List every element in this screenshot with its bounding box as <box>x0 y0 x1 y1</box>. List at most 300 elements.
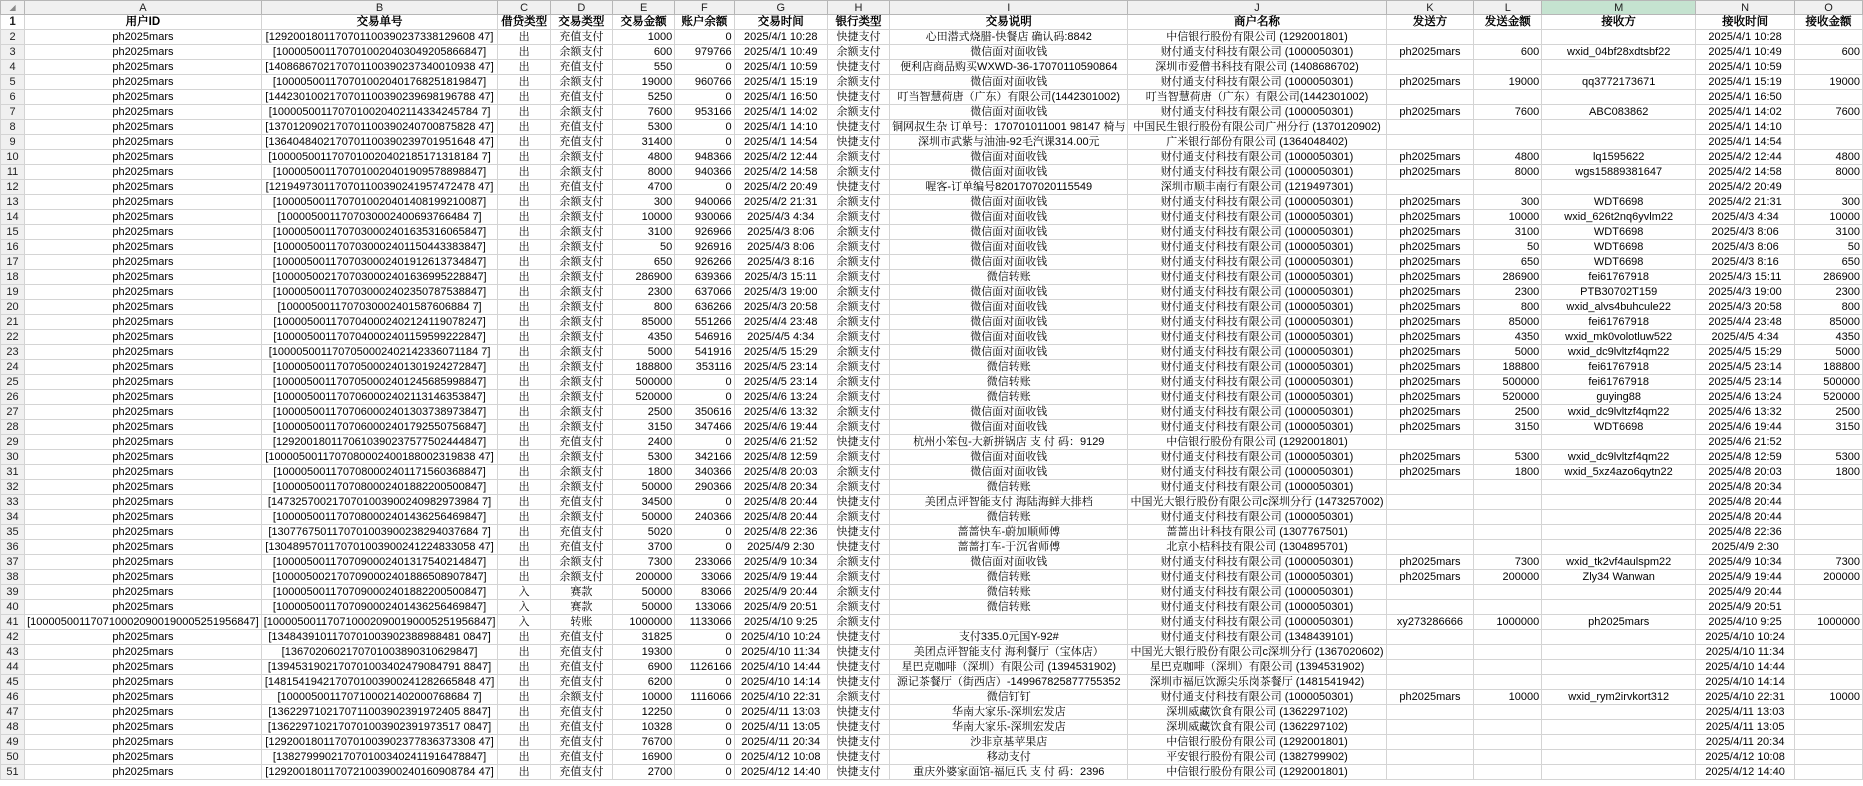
table-cell[interactable]: 微信转账 <box>890 510 1128 525</box>
row-header[interactable]: 13 <box>1 195 25 210</box>
table-cell[interactable]: 移动支付 <box>890 750 1128 765</box>
table-cell[interactable]: 广米银行部份有限公司 (1364048402) <box>1128 135 1386 150</box>
table-cell[interactable]: 转账 <box>550 615 612 630</box>
table-cell[interactable]: 2025/4/8 20:44 <box>734 495 827 510</box>
table-cell[interactable] <box>1386 540 1474 555</box>
table-row[interactable] <box>1 300 1863 315</box>
table-cell[interactable] <box>1474 705 1542 720</box>
table-cell[interactable]: ph2025mars <box>25 300 262 315</box>
table-row[interactable] <box>1 30 1863 45</box>
row-header[interactable]: 44 <box>1 660 25 675</box>
table-cell[interactable]: 10000 <box>1474 210 1542 225</box>
table-cell[interactable] <box>1386 750 1474 765</box>
table-cell[interactable]: 入 <box>498 585 550 600</box>
row-header[interactable]: 43 <box>1 645 25 660</box>
table-cell[interactable]: 出 <box>498 720 550 735</box>
table-cell[interactable]: 12250 <box>613 705 675 720</box>
table-cell[interactable]: 2025/4/8 22:36 <box>734 525 827 540</box>
table-cell[interactable]: qq3772173671 <box>1542 75 1696 90</box>
table-cell[interactable]: 余额支付 <box>827 270 889 285</box>
header-cell[interactable]: 借贷类型 <box>498 15 550 30</box>
table-cell[interactable]: 2025/4/2 14:58 <box>734 165 827 180</box>
table-row[interactable] <box>1 525 1863 540</box>
table-cell[interactable] <box>1474 765 1542 780</box>
table-cell[interactable]: 财付通支付科技有限公司 (1000050301) <box>1128 240 1386 255</box>
table-cell[interactable]: wxid_rym2irvkort312 <box>1542 690 1696 705</box>
row-header[interactable]: 30 <box>1 450 25 465</box>
table-cell[interactable]: 入 <box>498 615 550 630</box>
table-cell[interactable]: 余额支付 <box>550 255 612 270</box>
table-cell[interactable] <box>1542 735 1696 750</box>
table-cell[interactable]: 微信面对面收钱 <box>890 255 1128 270</box>
table-cell[interactable]: [1000050011707010020402114334245784 7] <box>261 105 498 120</box>
table-cell[interactable]: 1000000 <box>1795 615 1863 630</box>
table-cell[interactable]: [1362297102170701003902391973517 0847] <box>261 720 498 735</box>
table-cell[interactable]: 31825 <box>613 630 675 645</box>
table-row[interactable] <box>1 390 1863 405</box>
table-cell[interactable]: 2025/4/11 20:34 <box>734 735 827 750</box>
table-cell[interactable]: 快捷支付 <box>827 660 889 675</box>
table-cell[interactable] <box>1542 705 1696 720</box>
table-cell[interactable]: 6200 <box>613 675 675 690</box>
table-cell[interactable]: 出 <box>498 750 550 765</box>
table-cell[interactable]: 余额支付 <box>550 465 612 480</box>
table-cell[interactable]: 2025/4/9 19:44 <box>734 570 827 585</box>
column-header-e[interactable]: E <box>613 1 675 15</box>
table-cell[interactable]: 0 <box>675 720 734 735</box>
table-cell[interactable]: 600 <box>1474 45 1542 60</box>
table-cell[interactable]: 余额支付 <box>550 420 612 435</box>
table-cell[interactable]: [1408686702170701100390237340010938 47] <box>261 60 498 75</box>
table-cell[interactable]: ph2025mars <box>1386 570 1474 585</box>
table-cell[interactable]: 余额支付 <box>827 225 889 240</box>
table-cell[interactable] <box>1386 480 1474 495</box>
table-cell[interactable]: ph2025mars <box>25 345 262 360</box>
table-cell[interactable] <box>1474 720 1542 735</box>
table-row[interactable] <box>1 285 1863 300</box>
row-header[interactable]: 46 <box>1 690 25 705</box>
table-cell[interactable]: 蔷蔷打车-于沉省师傅 <box>890 540 1128 555</box>
row-header[interactable]: 15 <box>1 225 25 240</box>
table-cell[interactable]: [1307767501170701003900238294037684 7] <box>261 525 498 540</box>
table-cell[interactable]: 2025/4/6 19:44 <box>1696 420 1795 435</box>
table-cell[interactable]: 2025/4/1 10:28 <box>1696 30 1795 45</box>
table-cell[interactable]: 快捷支付 <box>827 90 889 105</box>
table-cell[interactable]: 2025/4/1 14:02 <box>734 105 827 120</box>
table-cell[interactable]: 财付通支付科技有限公司 (1000050301) <box>1128 255 1386 270</box>
table-cell[interactable]: 600 <box>1795 45 1863 60</box>
table-cell[interactable]: wxid_alvs4buhcule22 <box>1542 300 1696 315</box>
table-cell[interactable]: 出 <box>498 675 550 690</box>
table-row[interactable] <box>1 750 1863 765</box>
table-cell[interactable]: 余额支付 <box>827 165 889 180</box>
table-cell[interactable]: [1000050011707030002401587606884 7] <box>261 300 498 315</box>
table-cell[interactable]: 5000 <box>1795 345 1863 360</box>
table-cell[interactable]: 出 <box>498 705 550 720</box>
table-cell[interactable]: 微信面对面收钱 <box>890 315 1128 330</box>
table-cell[interactable]: 10000 <box>1795 690 1863 705</box>
table-cell[interactable]: lq1595622 <box>1542 150 1696 165</box>
table-cell[interactable]: 出 <box>498 405 550 420</box>
table-cell[interactable] <box>1542 480 1696 495</box>
table-cell[interactable] <box>1386 720 1474 735</box>
table-cell[interactable]: 2025/4/5 23:14 <box>734 360 827 375</box>
table-cell[interactable]: 2025/4/9 20:44 <box>1696 585 1795 600</box>
table-cell[interactable]: 微信面对面收钱 <box>890 345 1128 360</box>
table-cell[interactable]: 充值支付 <box>550 90 612 105</box>
table-cell[interactable]: 财付通支付科技有限公司 (1000050301) <box>1128 75 1386 90</box>
table-row[interactable] <box>1 105 1863 120</box>
table-cell[interactable]: [1000050011707090002401882200500847] <box>261 585 498 600</box>
table-row[interactable] <box>1 555 1863 570</box>
table-cell[interactable]: 7300 <box>1795 555 1863 570</box>
table-cell[interactable]: ph2025mars <box>1386 330 1474 345</box>
table-cell[interactable]: 余额支付 <box>827 300 889 315</box>
table-cell[interactable] <box>1795 660 1863 675</box>
table-row[interactable] <box>1 135 1863 150</box>
table-cell[interactable]: [1000050011707060002401792550756847] <box>261 420 498 435</box>
table-cell[interactable]: 8000 <box>1795 165 1863 180</box>
row-header[interactable]: 11 <box>1 165 25 180</box>
table-cell[interactable] <box>1386 60 1474 75</box>
table-cell[interactable]: ph2025mars <box>25 45 262 60</box>
table-cell[interactable]: 快捷支付 <box>827 750 889 765</box>
table-cell[interactable]: 充值支付 <box>550 60 612 75</box>
row-header[interactable]: 19 <box>1 285 25 300</box>
table-cell[interactable]: 微信面对面收钱 <box>890 105 1128 120</box>
table-cell[interactable]: 深圳市顺丰南行有限公司 (1219497301) <box>1128 180 1386 195</box>
table-cell[interactable]: 2025/4/2 12:44 <box>734 150 827 165</box>
table-cell[interactable] <box>1795 585 1863 600</box>
table-cell[interactable]: 0 <box>675 435 734 450</box>
table-row[interactable] <box>1 615 1863 630</box>
table-row[interactable] <box>1 375 1863 390</box>
table-cell[interactable]: 286900 <box>613 270 675 285</box>
table-cell[interactable]: 微信面对面收钱 <box>890 210 1128 225</box>
table-row[interactable] <box>1 150 1863 165</box>
table-cell[interactable] <box>1474 750 1542 765</box>
table-cell[interactable]: 余额支付 <box>550 480 612 495</box>
table-cell[interactable]: [1382799902170701003402411916478847] <box>261 750 498 765</box>
table-cell[interactable]: 赛款 <box>550 585 612 600</box>
table-cell[interactable]: [1000050021707090002401886508907847] <box>261 570 498 585</box>
table-cell[interactable]: 出 <box>498 285 550 300</box>
table-cell[interactable]: wxid_dc9lvltzf4qm22 <box>1542 345 1696 360</box>
row-header[interactable]: 6 <box>1 90 25 105</box>
table-cell[interactable]: WDT6698 <box>1542 255 1696 270</box>
table-cell[interactable]: [1000050011707030002400693766484 7] <box>261 210 498 225</box>
table-cell[interactable]: 重庆外婆家面馆-福厄氏 支 付 码：2396 <box>890 765 1128 780</box>
table-cell[interactable]: 充值支付 <box>550 30 612 45</box>
table-cell[interactable]: 快捷支付 <box>827 180 889 195</box>
table-cell[interactable]: 出 <box>498 60 550 75</box>
table-cell[interactable]: 200000 <box>613 570 675 585</box>
table-cell[interactable]: 余额支付 <box>550 105 612 120</box>
table-cell[interactable]: ph2025mars <box>25 270 262 285</box>
table-cell[interactable]: 充值支付 <box>550 705 612 720</box>
table-cell[interactable]: 2025/4/10 14:44 <box>1696 660 1795 675</box>
table-cell[interactable]: 美团点评智能支付 海陆海鲜大排档 <box>890 495 1128 510</box>
table-cell[interactable] <box>1542 600 1696 615</box>
table-cell[interactable]: 50000 <box>613 585 675 600</box>
table-cell[interactable]: 1126166 <box>675 660 734 675</box>
table-cell[interactable]: ph2025mars <box>25 195 262 210</box>
table-cell[interactable]: [1219497301170701100390241957472478 47] <box>261 180 498 195</box>
table-cell[interactable]: Zly34 Wanwan <box>1542 570 1696 585</box>
table-row[interactable] <box>1 180 1863 195</box>
table-cell[interactable] <box>1542 585 1696 600</box>
row-header[interactable]: 51 <box>1 765 25 780</box>
table-row[interactable] <box>1 495 1863 510</box>
row-header[interactable]: 21 <box>1 315 25 330</box>
table-cell[interactable]: 2025/4/10 14:44 <box>734 660 827 675</box>
table-cell[interactable]: ph2025mars <box>25 315 262 330</box>
row-header[interactable]: 45 <box>1 675 25 690</box>
table-cell[interactable]: 2300 <box>1795 285 1863 300</box>
header-cell[interactable]: 用户ID <box>25 15 262 30</box>
table-cell[interactable]: guying88 <box>1542 390 1696 405</box>
column-header-o[interactable]: O <box>1795 1 1863 15</box>
table-cell[interactable] <box>1542 630 1696 645</box>
table-cell[interactable]: 636266 <box>675 300 734 315</box>
table-cell[interactable]: 沙非京基苹果店 <box>890 735 1128 750</box>
table-cell[interactable]: 200000 <box>1795 570 1863 585</box>
row-header[interactable]: 34 <box>1 510 25 525</box>
table-cell[interactable]: ph2025mars <box>25 750 262 765</box>
table-cell[interactable]: 中信银行股份有限公司 (1292001801) <box>1128 735 1386 750</box>
header-cell[interactable]: 接收方 <box>1542 15 1696 30</box>
table-cell[interactable] <box>1386 435 1474 450</box>
table-cell[interactable]: 余额支付 <box>827 510 889 525</box>
table-cell[interactable]: 财付通支付科技有限公司 (1000050301) <box>1128 510 1386 525</box>
table-cell[interactable]: 充值支付 <box>550 135 612 150</box>
row-header[interactable]: 48 <box>1 720 25 735</box>
table-cell[interactable]: 出 <box>498 540 550 555</box>
table-cell[interactable]: 余额支付 <box>550 405 612 420</box>
table-cell[interactable]: ph2025mars <box>25 690 262 705</box>
table-cell[interactable]: ph2025mars <box>25 120 262 135</box>
row-header[interactable]: 49 <box>1 735 25 750</box>
table-cell[interactable]: 微信面对面收钱 <box>890 450 1128 465</box>
table-cell[interactable]: 940366 <box>675 165 734 180</box>
table-cell[interactable] <box>1542 765 1696 780</box>
table-cell[interactable]: 余额支付 <box>550 150 612 165</box>
table-cell[interactable]: 2025/4/1 14:54 <box>1696 135 1795 150</box>
table-cell[interactable]: 2025/4/10 22:31 <box>734 690 827 705</box>
table-row[interactable] <box>1 255 1863 270</box>
table-cell[interactable]: ph2025mars <box>25 555 262 570</box>
row-header[interactable]: 33 <box>1 495 25 510</box>
table-cell[interactable]: 2025/4/8 20:34 <box>734 480 827 495</box>
table-cell[interactable]: 300 <box>1795 195 1863 210</box>
table-cell[interactable]: 2025/4/3 8:06 <box>734 240 827 255</box>
table-cell[interactable]: ph2025mars <box>25 285 262 300</box>
table-cell[interactable]: 深圳市福厄饮源尖乐岗茶餐厅 (1481541942) <box>1128 675 1386 690</box>
table-cell[interactable]: 余额支付 <box>550 510 612 525</box>
row-header[interactable]: 7 <box>1 105 25 120</box>
table-cell[interactable]: 微信面对面收钱 <box>890 555 1128 570</box>
table-cell[interactable]: 930066 <box>675 210 734 225</box>
table-cell[interactable]: 出 <box>498 690 550 705</box>
row-header[interactable]: 14 <box>1 210 25 225</box>
table-cell[interactable]: 2025/4/8 20:03 <box>734 465 827 480</box>
table-cell[interactable]: 2025/4/9 2:30 <box>1696 540 1795 555</box>
table-cell[interactable]: 2025/4/3 8:06 <box>1696 240 1795 255</box>
header-cell[interactable]: 接收时间 <box>1696 15 1795 30</box>
table-cell[interactable] <box>1795 525 1863 540</box>
table-cell[interactable]: 余额支付 <box>827 345 889 360</box>
table-cell[interactable]: 2025/4/6 21:52 <box>1696 435 1795 450</box>
table-cell[interactable]: 出 <box>498 570 550 585</box>
table-cell[interactable]: 微信面对面收钱 <box>890 465 1128 480</box>
table-cell[interactable] <box>1795 645 1863 660</box>
table-cell[interactable]: 余额支付 <box>827 330 889 345</box>
table-cell[interactable]: 余额支付 <box>550 165 612 180</box>
table-cell[interactable]: ph2025mars <box>1386 555 1474 570</box>
table-cell[interactable]: 出 <box>498 375 550 390</box>
table-cell[interactable]: 余额支付 <box>550 45 612 60</box>
table-cell[interactable]: [1000050011707090002401317540214847] <box>261 555 498 570</box>
table-cell[interactable]: 2025/4/1 10:59 <box>1696 60 1795 75</box>
table-cell[interactable]: 639366 <box>675 270 734 285</box>
table-cell[interactable]: 余额支付 <box>550 570 612 585</box>
table-row[interactable] <box>1 600 1863 615</box>
table-cell[interactable]: 300 <box>1474 195 1542 210</box>
table-cell[interactable]: 快捷支付 <box>827 630 889 645</box>
table-cell[interactable]: 中国民生银行股份有限公司广州分行 (1370120902) <box>1128 120 1386 135</box>
table-row[interactable] <box>1 585 1863 600</box>
table-cell[interactable]: 550 <box>613 60 675 75</box>
table-cell[interactable]: 便利店商品购买WXWD-36-17070110590864 <box>890 60 1128 75</box>
table-cell[interactable]: 微信面对面收钱 <box>890 420 1128 435</box>
table-cell[interactable]: 微信面对面收钱 <box>890 225 1128 240</box>
table-cell[interactable]: 出 <box>498 195 550 210</box>
table-cell[interactable]: WDT6698 <box>1542 420 1696 435</box>
table-cell[interactable]: 深圳威藏饮食有限公司 (1362297102) <box>1128 705 1386 720</box>
table-cell[interactable]: 充值支付 <box>550 525 612 540</box>
table-cell[interactable]: 50 <box>1474 240 1542 255</box>
table-cell[interactable]: 2025/4/11 13:03 <box>1696 705 1795 720</box>
table-cell[interactable]: 心田潜式烧腊-快餐店 确认码:8842 <box>890 30 1128 45</box>
table-cell[interactable]: ph2025mars <box>25 645 262 660</box>
table-cell[interactable]: 财付通支付科技有限公司 (1000050301) <box>1128 450 1386 465</box>
table-cell[interactable]: 余额支付 <box>550 375 612 390</box>
table-cell[interactable]: 500000 <box>1795 375 1863 390</box>
table-cell[interactable]: [1000050011707030002401635316065847] <box>261 225 498 240</box>
table-cell[interactable]: 中信银行股份有限公司 (1292001801) <box>1128 765 1386 780</box>
table-cell[interactable]: 充值支付 <box>550 720 612 735</box>
table-cell[interactable]: 出 <box>498 330 550 345</box>
table-cell[interactable]: 余额支付 <box>550 330 612 345</box>
table-cell[interactable]: 7600 <box>613 105 675 120</box>
table-cell[interactable]: wxid_mk0volotluw522 <box>1542 330 1696 345</box>
table-cell[interactable] <box>1795 180 1863 195</box>
table-cell[interactable] <box>890 615 1128 630</box>
table-cell[interactable]: 出 <box>498 165 550 180</box>
table-cell[interactable]: 0 <box>675 30 734 45</box>
table-cell[interactable]: 600 <box>613 45 675 60</box>
table-cell[interactable]: 2025/4/3 19:00 <box>1696 285 1795 300</box>
table-cell[interactable]: 入 <box>498 600 550 615</box>
table-cell[interactable]: [1000050011707100020900190005251956847] <box>25 615 262 630</box>
header-cell[interactable]: 交易说明 <box>890 15 1128 30</box>
table-cell[interactable]: 2025/4/1 16:50 <box>1696 90 1795 105</box>
table-cell[interactable]: 0 <box>675 375 734 390</box>
table-cell[interactable]: 0 <box>675 60 734 75</box>
table-cell[interactable]: ph2025mars <box>1386 240 1474 255</box>
table-cell[interactable]: 余额支付 <box>550 210 612 225</box>
table-cell[interactable]: 快捷支付 <box>827 540 889 555</box>
table-cell[interactable]: 2025/4/11 13:05 <box>734 720 827 735</box>
table-cell[interactable]: 微信面对面收钱 <box>890 45 1128 60</box>
table-cell[interactable]: 支付335.0元国Y-92# <box>890 630 1128 645</box>
table-cell[interactable] <box>1542 435 1696 450</box>
table-cell[interactable]: 5300 <box>1795 450 1863 465</box>
table-cell[interactable]: WDT6698 <box>1542 240 1696 255</box>
table-cell[interactable]: 2025/4/4 23:48 <box>734 315 827 330</box>
table-cell[interactable]: ph2025mars <box>25 585 262 600</box>
table-cell[interactable]: 2500 <box>613 405 675 420</box>
table-cell[interactable]: 余额支付 <box>827 210 889 225</box>
table-cell[interactable]: ph2025mars <box>1386 375 1474 390</box>
table-cell[interactable]: 出 <box>498 495 550 510</box>
table-cell[interactable]: 财付通支付科技有限公司 (1000050301) <box>1128 315 1386 330</box>
table-cell[interactable]: ph2025mars <box>25 765 262 780</box>
table-cell[interactable]: 637066 <box>675 285 734 300</box>
table-cell[interactable]: ph2025mars <box>25 720 262 735</box>
table-cell[interactable]: ph2025mars <box>25 435 262 450</box>
table-cell[interactable]: ph2025mars <box>25 405 262 420</box>
table-cell[interactable]: 2025/4/9 19:44 <box>1696 570 1795 585</box>
table-cell[interactable]: 财付通支付科技有限公司 (1000050301) <box>1128 405 1386 420</box>
row-header[interactable]: 4 <box>1 60 25 75</box>
table-cell[interactable] <box>1542 30 1696 45</box>
row-header[interactable]: 42 <box>1 630 25 645</box>
table-cell[interactable]: 余额支付 <box>827 600 889 615</box>
table-cell[interactable]: [1000050011707050002401245685998847] <box>261 375 498 390</box>
table-cell[interactable]: 余额支付 <box>550 390 612 405</box>
table-cell[interactable]: 财付通支付科技有限公司 (1000050301) <box>1128 570 1386 585</box>
table-cell[interactable]: 940066 <box>675 195 734 210</box>
table-cell[interactable]: 286900 <box>1474 270 1542 285</box>
table-cell[interactable]: xy273286666 <box>1386 615 1474 630</box>
column-header-g[interactable]: G <box>734 1 827 15</box>
table-cell[interactable] <box>1795 510 1863 525</box>
table-cell[interactable]: 华南大家乐-深圳宏发店 <box>890 705 1128 720</box>
table-row[interactable] <box>1 165 1863 180</box>
table-row[interactable] <box>1 675 1863 690</box>
table-cell[interactable]: 出 <box>498 105 550 120</box>
table-cell[interactable] <box>1474 645 1542 660</box>
table-cell[interactable]: ph2025mars <box>25 165 262 180</box>
table-cell[interactable] <box>1474 120 1542 135</box>
table-cell[interactable]: [1000050011707030002401912613734847] <box>261 255 498 270</box>
table-cell[interactable]: 蔷蔷出计科技有限公司 (1307767501) <box>1128 525 1386 540</box>
table-cell[interactable]: 余额支付 <box>827 450 889 465</box>
table-cell[interactable]: 2025/4/2 21:31 <box>1696 195 1795 210</box>
column-header-d[interactable]: D <box>550 1 612 15</box>
header-cell[interactable]: 交易类型 <box>550 15 612 30</box>
table-row[interactable] <box>1 690 1863 705</box>
table-cell[interactable]: 2025/4/5 23:14 <box>1696 375 1795 390</box>
table-cell[interactable]: 财付通支付科技有限公司 (1000050301) <box>1128 345 1386 360</box>
table-row[interactable] <box>1 90 1863 105</box>
table-cell[interactable]: 财付通支付科技有限公司 (1000050301) <box>1128 360 1386 375</box>
table-cell[interactable]: 2025/4/11 13:05 <box>1696 720 1795 735</box>
table-cell[interactable]: 2025/4/3 8:16 <box>1696 255 1795 270</box>
table-cell[interactable]: [1000050011707060002402113146353847] <box>261 390 498 405</box>
table-cell[interactable]: [1370120902170701100390240700875828 47] <box>261 120 498 135</box>
